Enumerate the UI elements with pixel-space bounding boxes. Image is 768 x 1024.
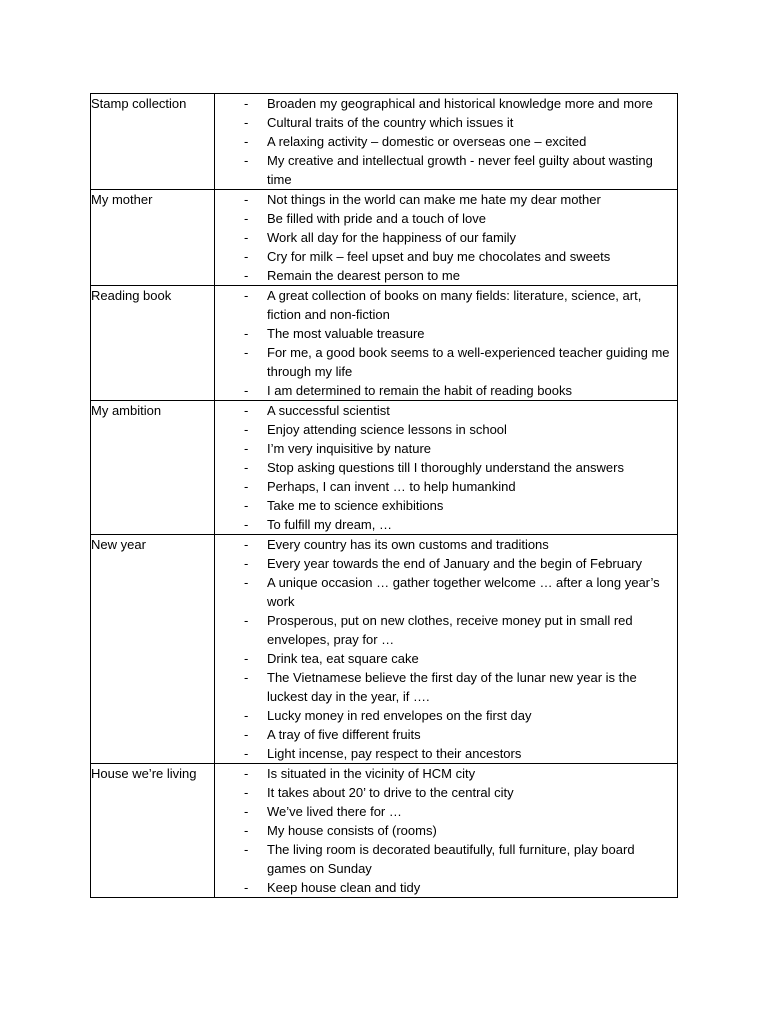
topic-cell: New year xyxy=(91,535,215,764)
point-text: A tray of five different fruits xyxy=(267,727,421,742)
bullet-dash: - xyxy=(244,441,249,456)
points-cell xyxy=(215,94,678,190)
bullet-dash: - xyxy=(244,288,249,303)
bullet-dash: - xyxy=(244,134,249,149)
list-item xyxy=(215,401,677,420)
list-item xyxy=(215,744,677,763)
table-row xyxy=(91,190,678,286)
list-item xyxy=(215,764,677,783)
points-cell xyxy=(215,190,678,286)
bullet-dash: - xyxy=(244,192,249,207)
bullet-dash: - xyxy=(244,479,249,494)
bullet-dash: - xyxy=(244,651,249,666)
bullet-dash: - xyxy=(244,268,249,283)
table-row xyxy=(91,286,678,401)
bullet-dash: - xyxy=(244,498,249,513)
topic-cell: Stamp collection xyxy=(91,94,215,190)
point-text: For me, a good book seems to a well-experienced teacher guiding me through my life xyxy=(267,345,670,379)
list-item xyxy=(215,706,677,725)
list-item xyxy=(215,573,677,611)
list-item xyxy=(215,611,677,649)
point-text: The living room is decorated beautifully, full furniture, play board games on Sunday xyxy=(267,842,635,876)
list-item xyxy=(215,649,677,668)
point-text: A successful scientist xyxy=(267,403,390,418)
bullet-dash: - xyxy=(244,422,249,437)
point-text: Is situated in the vicinity of HCM city xyxy=(267,766,476,781)
point-text: Every year towards the end of January and the begin of February xyxy=(267,556,643,571)
bullet-dash: - xyxy=(244,727,249,742)
point-text: Work all day for the happiness of our family xyxy=(267,230,517,245)
points-cell xyxy=(215,764,678,898)
points-list xyxy=(215,190,677,285)
list-item xyxy=(215,132,677,151)
list-item xyxy=(215,343,677,381)
points-cell xyxy=(215,286,678,401)
topic-cell: My mother xyxy=(91,190,215,286)
point-text: Prosperous, put on new clothes, receive money put in small red envelopes, pray for … xyxy=(267,613,633,647)
point-text: Drink tea, eat square cake xyxy=(267,651,419,666)
topic-cell: My ambition xyxy=(91,401,215,535)
list-item xyxy=(215,515,677,534)
bullet-dash: - xyxy=(244,249,249,264)
bullet-dash: - xyxy=(244,556,249,571)
bullet-dash: - xyxy=(244,746,249,761)
topic-cell: Reading book xyxy=(91,286,215,401)
list-item xyxy=(215,802,677,821)
topic-cell: House we’re living xyxy=(91,764,215,898)
list-item xyxy=(215,725,677,744)
bullet-dash: - xyxy=(244,403,249,418)
point-text: Cultural traits of the country which issues it xyxy=(267,115,514,130)
list-item xyxy=(215,840,677,878)
bullet-dash: - xyxy=(244,842,249,857)
list-item xyxy=(215,266,677,285)
points-list xyxy=(215,286,677,400)
point-text: It takes about 20’ to drive to the central city xyxy=(267,785,514,800)
list-item xyxy=(215,324,677,343)
list-item xyxy=(215,228,677,247)
list-item xyxy=(215,420,677,439)
table-row xyxy=(91,401,678,535)
bullet-dash: - xyxy=(244,823,249,838)
point-text: Perhaps, I can invent … to help humankind xyxy=(267,479,516,494)
point-text: Light incense, pay respect to their ancestors xyxy=(267,746,522,761)
bullet-dash: - xyxy=(244,708,249,723)
points-list xyxy=(215,764,677,897)
list-item xyxy=(215,477,677,496)
list-item xyxy=(215,878,677,897)
bullet-dash: - xyxy=(244,537,249,552)
point-text: Broaden my geographical and historical knowledge more and more xyxy=(267,96,653,111)
bullet-dash: - xyxy=(244,575,249,590)
point-text: My creative and intellectual growth - never feel guilty about wasting time xyxy=(267,153,653,187)
list-item xyxy=(215,439,677,458)
bullet-dash: - xyxy=(244,230,249,245)
bullet-dash: - xyxy=(244,345,249,360)
point-text: Not things in the world can make me hate my dear mother xyxy=(267,192,601,207)
points-list xyxy=(215,535,677,763)
point-text: A great collection of books on many fields: literature, science, art, fiction and non-fiction xyxy=(267,288,642,322)
list-item xyxy=(215,554,677,573)
topic-table xyxy=(90,93,678,898)
list-item xyxy=(215,496,677,515)
point-text: Remain the dearest person to me xyxy=(267,268,460,283)
point-text: The most valuable treasure xyxy=(267,326,425,341)
point-text: Enjoy attending science lessons in school xyxy=(267,422,507,437)
point-text: I am determined to remain the habit of reading books xyxy=(267,383,572,398)
bullet-dash: - xyxy=(244,880,249,895)
bullet-dash: - xyxy=(244,670,249,685)
bullet-dash: - xyxy=(244,153,249,168)
bullet-dash: - xyxy=(244,804,249,819)
point-text: Be filled with pride and a touch of love xyxy=(267,211,486,226)
list-item xyxy=(215,190,677,209)
point-text: Stop asking questions till I thoroughly understand the answers xyxy=(267,460,624,475)
point-text: Lucky money in red envelopes on the first day xyxy=(267,708,532,723)
bullet-dash: - xyxy=(244,326,249,341)
points-list xyxy=(215,401,677,534)
point-text: A unique occasion … gather together welcome … after a long year’s work xyxy=(267,575,660,609)
bullet-dash: - xyxy=(244,517,249,532)
list-item xyxy=(215,668,677,706)
bullet-dash: - xyxy=(244,460,249,475)
point-text: Take me to science exhibitions xyxy=(267,498,444,513)
list-item xyxy=(215,151,677,189)
points-cell xyxy=(215,535,678,764)
list-item xyxy=(215,535,677,554)
point-text: I’m very inquisitive by nature xyxy=(267,441,432,456)
table-row xyxy=(91,535,678,764)
points-cell xyxy=(215,401,678,535)
point-text: My house consists of (rooms) xyxy=(267,823,437,838)
point-text: Keep house clean and tidy xyxy=(267,880,421,895)
list-item xyxy=(215,113,677,132)
list-item xyxy=(215,286,677,324)
bullet-dash: - xyxy=(244,115,249,130)
bullet-dash: - xyxy=(244,96,249,111)
list-item xyxy=(215,94,677,113)
point-text: Cry for milk – feel upset and buy me chocolates and sweets xyxy=(267,249,611,264)
bullet-dash: - xyxy=(244,211,249,226)
point-text: We’ve lived there for … xyxy=(267,804,402,819)
points-list xyxy=(215,94,677,189)
list-item xyxy=(215,783,677,802)
list-item xyxy=(215,821,677,840)
table-row xyxy=(91,94,678,190)
point-text: Every country has its own customs and traditions xyxy=(267,537,549,552)
point-text: A relaxing activity – domestic or overseas one – excited xyxy=(267,134,587,149)
bullet-dash: - xyxy=(244,383,249,398)
list-item xyxy=(215,209,677,228)
list-item xyxy=(215,381,677,400)
list-item xyxy=(215,458,677,477)
table-body xyxy=(91,94,678,898)
bullet-dash: - xyxy=(244,613,249,628)
list-item xyxy=(215,247,677,266)
bullet-dash: - xyxy=(244,766,249,781)
table-row xyxy=(91,764,678,898)
bullet-dash: - xyxy=(244,785,249,800)
point-text: To fulfill my dream, … xyxy=(267,517,392,532)
point-text: The Vietnamese believe the first day of the lunar new year is the luckest day in the year, if …. xyxy=(267,670,637,704)
